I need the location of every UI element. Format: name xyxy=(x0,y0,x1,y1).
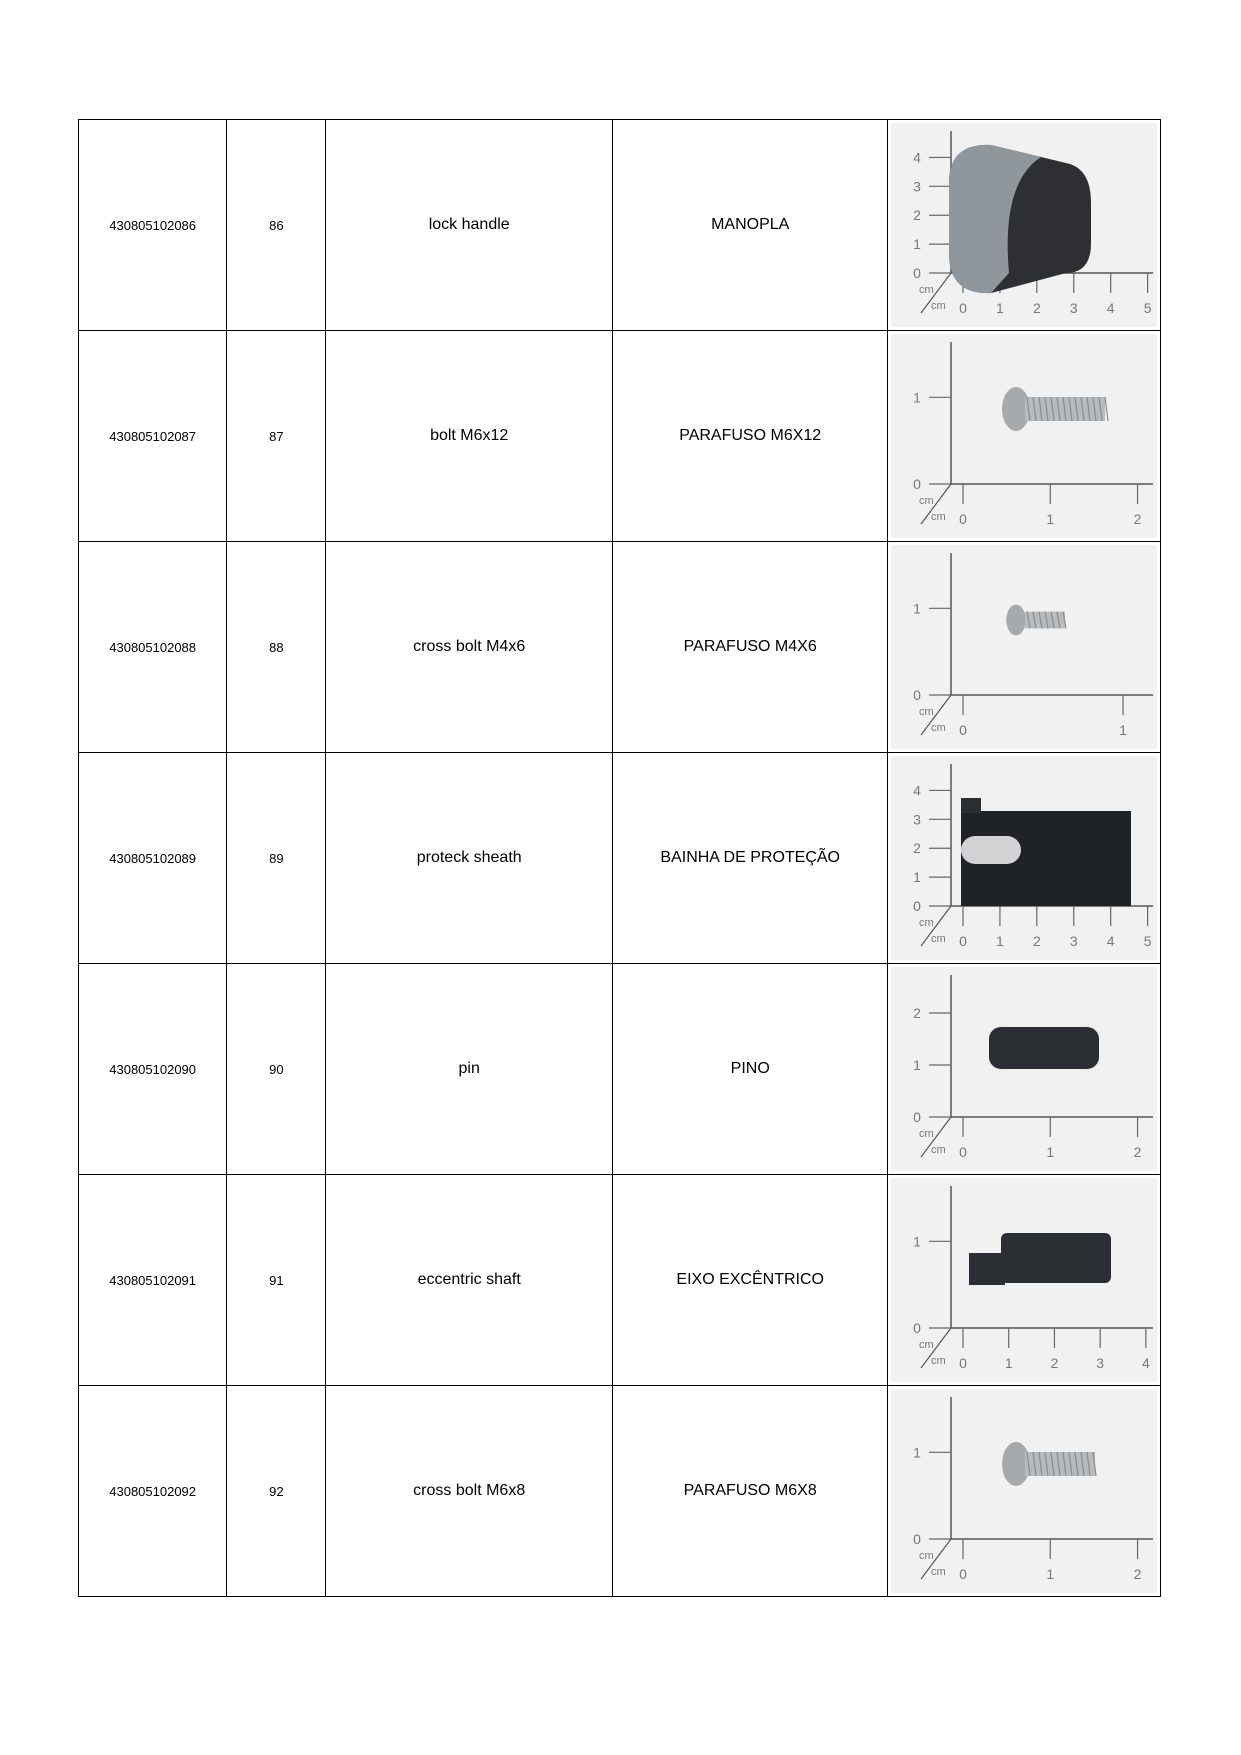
scale-tick-label-y: 1 xyxy=(913,236,922,253)
scale-unit-label: cm xyxy=(919,495,934,507)
part-name-en: pin xyxy=(326,964,613,1175)
scale-unit-label: cm xyxy=(931,1144,946,1156)
scale-tick-label-y: 1 xyxy=(913,1233,922,1250)
part-code: 430805102087 xyxy=(79,331,227,542)
scale-tick-label-x: 2 xyxy=(1133,1144,1142,1160)
part-photo xyxy=(891,1389,1157,1593)
scale-tick-label-x: 2 xyxy=(1050,1355,1059,1371)
parts-table-body xyxy=(79,120,1161,1597)
scale-tick-label-x: 2 xyxy=(1133,511,1142,527)
scale-tick-label-x: 2 xyxy=(1033,300,1041,316)
part-photo xyxy=(891,756,1157,960)
part-name-en: proteck sheath xyxy=(326,753,613,964)
part-photo-cell xyxy=(888,964,1161,1175)
scale-tick-label-x: 0 xyxy=(959,300,968,316)
scale-tick-label-y: 0 xyxy=(913,687,922,703)
scale-tick-label-x: 1 xyxy=(1005,1355,1013,1371)
scale-tick-label-y: 0 xyxy=(913,476,922,492)
scale-unit-label: cm xyxy=(919,917,934,929)
scale-unit-label: cm xyxy=(931,933,946,945)
scale-unit-label: cm xyxy=(919,1128,934,1140)
part-number: 89 xyxy=(227,753,326,964)
part-name-pt: MANOPLA xyxy=(612,120,888,331)
scale-tick-label-x: 2 xyxy=(1033,933,1041,949)
part-photo-cell xyxy=(888,120,1161,331)
shaft-picture xyxy=(969,1233,1111,1285)
part-number: 92 xyxy=(227,1386,326,1597)
part-code: 430805102088 xyxy=(79,542,227,753)
scale-unit-label: cm xyxy=(931,1355,946,1367)
part-name-en: bolt M6x12 xyxy=(326,331,613,542)
scale-tick-label-x: 3 xyxy=(1070,300,1078,316)
scale-tick-label-x: 4 xyxy=(1142,1355,1150,1371)
scale-tick-label-x: 0 xyxy=(959,511,968,527)
table-row xyxy=(79,120,1161,331)
scale-unit-label: cm xyxy=(931,1566,946,1578)
part-name-en: eccentric shaft xyxy=(326,1175,613,1386)
knob-picture xyxy=(949,145,1091,293)
part-name-en: cross bolt M4x6 xyxy=(326,542,613,753)
scale-tick-label-x: 1 xyxy=(1046,1144,1055,1160)
part-photo xyxy=(891,967,1157,1171)
parts-table xyxy=(78,119,1161,1597)
part-photo-cell xyxy=(888,542,1161,753)
part-photo xyxy=(891,545,1157,749)
scale-tick-label-y: 0 xyxy=(913,898,922,914)
scale-tick-label-y: 0 xyxy=(913,1109,922,1125)
scale-tick-label-x: 5 xyxy=(1143,933,1152,949)
part-name-en: lock handle xyxy=(326,120,613,331)
scale-unit-label: cm xyxy=(919,706,934,718)
part-name-pt: BAINHA DE PROTEÇÃO xyxy=(612,753,888,964)
part-name-pt: EIXO EXCÊNTRICO xyxy=(612,1175,888,1386)
scale-tick-label-y: 3 xyxy=(913,178,922,195)
scale-tick-label-x: 3 xyxy=(1070,933,1078,949)
part-code: 430805102086 xyxy=(79,120,227,331)
scale-tick-label-x: 0 xyxy=(959,722,968,738)
part-code: 430805102089 xyxy=(79,753,227,964)
scale-tick-label-x: 0 xyxy=(959,933,968,949)
part-photo-cell xyxy=(888,753,1161,964)
part-photo xyxy=(891,334,1157,538)
scale-tick-label-y: 2 xyxy=(913,207,922,224)
scale-tick-label-x: 5 xyxy=(1143,300,1152,316)
part-code: 430805102090 xyxy=(79,964,227,1175)
part-photo-cell xyxy=(888,1386,1161,1597)
scale-tick-label-y: 0 xyxy=(913,265,922,281)
scale-tick-label-y: 2 xyxy=(913,840,922,857)
scale-tick-label-x: 2 xyxy=(1133,1566,1142,1582)
part-number: 86 xyxy=(227,120,326,331)
part-code: 430805102092 xyxy=(79,1386,227,1597)
scale-unit-label: cm xyxy=(919,1550,934,1562)
scale-tick-label-y: 1 xyxy=(913,869,922,886)
part-photo xyxy=(891,123,1157,327)
part-name-pt: PARAFUSO M6X8 xyxy=(612,1386,888,1597)
scale-unit-label: cm xyxy=(919,1339,934,1351)
scale-tick-label-y: 1 xyxy=(913,389,922,406)
scale-tick-label-y: 4 xyxy=(913,149,922,166)
scale-tick-label-x: 0 xyxy=(959,1566,968,1582)
part-number: 88 xyxy=(227,542,326,753)
part-number: 90 xyxy=(227,964,326,1175)
part-name-en: cross bolt M6x8 xyxy=(326,1386,613,1597)
table-row xyxy=(79,753,1161,964)
scale-tick-label-y: 1 xyxy=(913,1444,922,1461)
scale-tick-label-x: 4 xyxy=(1107,933,1115,949)
scale-tick-label-x: 0 xyxy=(959,1144,968,1160)
scale-tick-label-x: 1 xyxy=(1119,722,1128,738)
scale-tick-label-x: 1 xyxy=(1046,1566,1055,1582)
scale-unit-label: cm xyxy=(919,284,934,296)
screw-long-picture xyxy=(1002,387,1108,431)
scale-tick-label-y: 1 xyxy=(913,1057,922,1073)
scale-tick-label-y: 1 xyxy=(913,600,922,617)
scale-tick-label-x: 1 xyxy=(996,300,1005,316)
scale-tick-label-x: 1 xyxy=(996,933,1005,949)
table-row xyxy=(79,1386,1161,1597)
scale-tick-label-x: 0 xyxy=(959,1355,968,1371)
scale-tick-label-y: 2 xyxy=(913,1005,922,1021)
scale-unit-label: cm xyxy=(931,722,946,734)
scale-tick-label-y: 4 xyxy=(913,782,922,799)
part-name-pt: PARAFUSO M4X6 xyxy=(612,542,888,753)
pin-picture xyxy=(989,1027,1099,1069)
screw-small-picture xyxy=(1006,605,1066,636)
part-photo-cell xyxy=(888,1175,1161,1386)
screw-medium-picture xyxy=(1002,1442,1096,1486)
part-name-pt: PARAFUSO M6X12 xyxy=(612,331,888,542)
part-number: 87 xyxy=(227,331,326,542)
scale-tick-label-x: 3 xyxy=(1096,1355,1105,1371)
table-row xyxy=(79,542,1161,753)
sheath-picture xyxy=(961,798,1131,906)
table-row xyxy=(79,964,1161,1175)
table-row xyxy=(79,331,1161,542)
scale-unit-label: cm xyxy=(931,300,946,312)
scale-tick-label-x: 1 xyxy=(1046,511,1055,527)
part-photo-cell xyxy=(888,331,1161,542)
scale-unit-label: cm xyxy=(931,511,946,523)
scale-tick-label-y: 0 xyxy=(913,1320,922,1336)
part-photo xyxy=(891,1178,1157,1382)
scale-tick-label-x: 4 xyxy=(1107,300,1115,316)
part-name-pt: PINO xyxy=(612,964,888,1175)
scale-tick-label-y: 0 xyxy=(913,1531,922,1547)
scale-tick-label-y: 3 xyxy=(913,811,922,828)
table-row xyxy=(79,1175,1161,1386)
part-number: 91 xyxy=(227,1175,326,1386)
part-code: 430805102091 xyxy=(79,1175,227,1386)
